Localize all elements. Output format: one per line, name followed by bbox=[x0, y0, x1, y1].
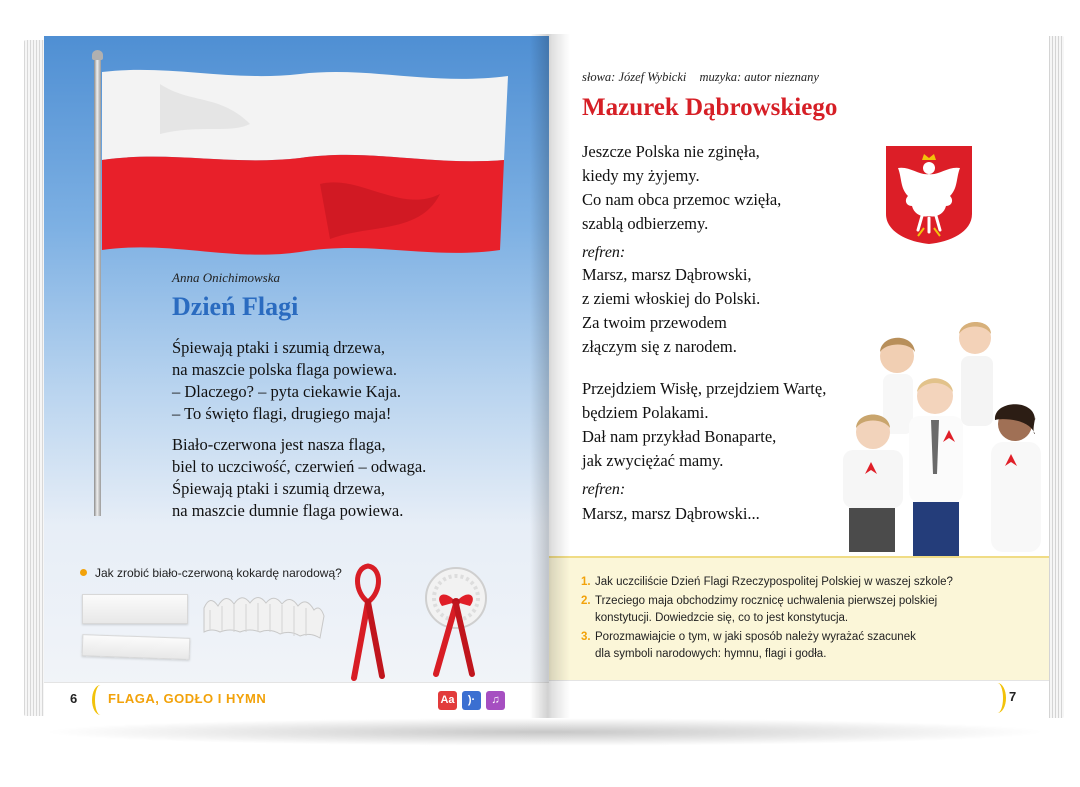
question-line: konstytucji. Dowiedzcie się, co to jest konstytucja. bbox=[595, 612, 849, 624]
question-line: dla symboli narodowych: hymnu, flagi i godła. bbox=[595, 648, 827, 660]
finished-cockade-image bbox=[416, 562, 496, 682]
flag-red-band bbox=[102, 155, 504, 255]
question-item bbox=[581, 574, 953, 591]
anthem-line: szablą odbierzemy. bbox=[582, 214, 709, 233]
poem-stanza-1 bbox=[172, 337, 401, 425]
question-item bbox=[581, 629, 953, 663]
poem-title: Dzień Flagi bbox=[172, 292, 299, 321]
anthem-refrain-short bbox=[582, 502, 760, 526]
polish-eagle-emblem-icon bbox=[884, 144, 974, 246]
book-gutter bbox=[530, 34, 570, 718]
polish-flag-image bbox=[100, 64, 510, 264]
question-number: 1. bbox=[581, 576, 591, 588]
questions-box bbox=[549, 556, 1049, 682]
cockade-task-text: Jak zrobić biało-czerwoną kokardę narodową? bbox=[95, 566, 342, 580]
anthem-line: Marsz, marsz Dąbrowski, bbox=[582, 265, 752, 284]
reading-icon: Aa bbox=[438, 691, 457, 710]
questions-list bbox=[581, 574, 953, 665]
poem-line: – Dlaczego? – pyta ciekawie Kaja. bbox=[172, 382, 402, 401]
chapter-title: FLAGA, GODŁO I HYMN bbox=[108, 691, 267, 706]
anthem-line: jak zwyciężać mamy. bbox=[582, 451, 724, 470]
anthem-line: Co nam obca przemoc wzięła, bbox=[582, 190, 782, 209]
white-strip-narrow bbox=[82, 634, 191, 660]
white-strip-wide bbox=[82, 594, 188, 624]
footer-arc bbox=[989, 683, 1006, 713]
anthem-title: Mazurek Dąbrowskiego bbox=[582, 94, 838, 121]
music-credit: muzyka: autor nieznany bbox=[699, 70, 819, 84]
question-number: 3. bbox=[581, 631, 591, 643]
question-line: Trzeciego maja obchodzimy rocznicę uchwalenia pierwszej polskiej bbox=[595, 595, 938, 607]
anthem-refrain bbox=[582, 263, 760, 359]
flagpole-cap bbox=[92, 50, 103, 60]
anthem-line: będziem Polakami. bbox=[582, 403, 709, 422]
cockade-task bbox=[80, 566, 342, 580]
page-number-right: 7 bbox=[1009, 689, 1017, 704]
poem-line: Biało-czerwona jest nasza flaga, bbox=[172, 435, 386, 454]
listening-icon: )· bbox=[462, 691, 481, 710]
anthem-line: Za twoim przewodem bbox=[582, 313, 727, 332]
page-number-left: 6 bbox=[70, 691, 78, 706]
anthem-line: Dał nam przykład Bonaparte, bbox=[582, 427, 777, 446]
anthem-stanza-2 bbox=[582, 377, 826, 473]
question-item bbox=[581, 593, 953, 627]
right-page-footer bbox=[549, 680, 1049, 718]
refrain-label: refren: bbox=[582, 481, 626, 498]
question-line: Jak uczciliście Dzień Flagi Rzeczypospolitej Polskiej w waszej szkole? bbox=[595, 576, 953, 588]
refrain-label: refren: bbox=[582, 244, 626, 261]
anthem-line: z ziemi włoskiej do Polski. bbox=[582, 289, 761, 308]
poem-line: na maszcie polska flaga powiewa. bbox=[172, 360, 397, 379]
lyrics-credit: słowa: Józef Wybicki bbox=[582, 70, 687, 84]
poem-line: na maszcie dumnie flaga powiewa. bbox=[172, 501, 404, 520]
left-page-footer bbox=[44, 682, 549, 716]
page-edges-left bbox=[24, 40, 44, 716]
question-number: 2. bbox=[581, 595, 591, 607]
anthem-line: Marsz, marsz Dąbrowski... bbox=[582, 504, 760, 523]
poem-author: Anna Onichimowska bbox=[172, 270, 280, 285]
music-icon: ♫ bbox=[486, 691, 505, 710]
red-ribbon-loop-image bbox=[348, 562, 388, 682]
footer-arc bbox=[92, 685, 109, 715]
anthem-stanza-1 bbox=[582, 140, 781, 236]
book-shadow bbox=[40, 718, 1050, 746]
children-singing-photo bbox=[825, 314, 1049, 556]
poem-line: Śpiewają ptaki i szumią drzewa, bbox=[172, 338, 386, 357]
poem-line: – To święto flagi, drugiego maja! bbox=[172, 404, 392, 423]
anthem-line: Jeszcze Polska nie zginęła, bbox=[582, 142, 760, 161]
poem-line: Śpiewają ptaki i szumią drzewa, bbox=[172, 479, 386, 498]
poem-line: biel to uczciwość, czerwień – odwaga. bbox=[172, 457, 427, 476]
song-credits bbox=[582, 70, 829, 85]
right-page bbox=[549, 34, 1049, 718]
anthem-line: Przejdziem Wisłę, przejdziem Wartę, bbox=[582, 379, 827, 398]
left-page bbox=[44, 36, 549, 716]
bullet-icon bbox=[80, 569, 87, 576]
anthem-line: złączym się z narodem. bbox=[582, 337, 737, 356]
question-line: Porozmawiajcie o tym, w jaki sposób należy wyrażać szacunek bbox=[595, 631, 916, 643]
poem-stanza-2 bbox=[172, 434, 426, 522]
pleated-ribbon-image bbox=[200, 588, 330, 648]
anthem-line: kiedy my żyjemy. bbox=[582, 166, 700, 185]
